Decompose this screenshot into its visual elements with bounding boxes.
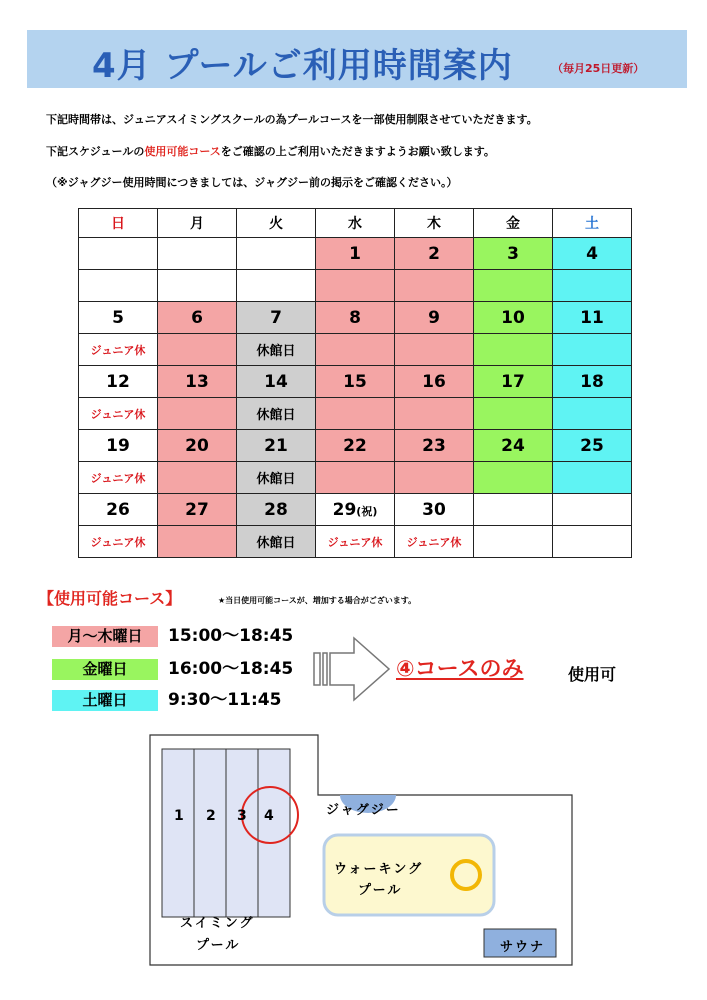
- label-cell: [237, 270, 316, 302]
- weekday-wed: 水: [316, 209, 395, 238]
- day-cell: 17: [474, 366, 553, 398]
- day-cell: 1: [316, 238, 395, 270]
- day-cell: 26: [79, 494, 158, 526]
- label-cell: [553, 270, 632, 302]
- day-cell: 22: [316, 430, 395, 462]
- label-cell: [395, 398, 474, 430]
- junior-closed-label: ジュニア休: [90, 343, 146, 357]
- course-4-only: ④コースのみ: [396, 657, 524, 682]
- label-cell: [553, 398, 632, 430]
- label-cell: [316, 398, 395, 430]
- walking-pool-label: ウォーキング: [334, 862, 424, 877]
- jacuzzi-label: ジャグジー: [326, 803, 401, 818]
- day-cell: 2: [395, 238, 474, 270]
- notice-line-2-post: をご確認の上ご利用いただきますようお願い致します。: [220, 145, 495, 158]
- legend-note: ★当日使用可能コースが、増加する場合がございます。: [218, 596, 417, 605]
- day-cell: 4: [553, 238, 632, 270]
- day-cell: 10: [474, 302, 553, 334]
- week-4-dates: [79, 430, 632, 462]
- label-cell: [79, 526, 158, 558]
- notice-line-2-pre: 下記スケジュールの: [46, 145, 145, 158]
- holiday-mark: (祝): [356, 504, 378, 518]
- label-cell: [474, 462, 553, 494]
- week-5-labels: [79, 526, 632, 558]
- notice-line-2: [46, 143, 495, 159]
- week-2-dates: [79, 302, 632, 334]
- legend-chip-mon-thu: 月～木曜日: [52, 626, 158, 647]
- day-cell: 7: [237, 302, 316, 334]
- week-4-labels: [79, 462, 632, 494]
- day-cell: 19: [79, 430, 158, 462]
- day-cell: 6: [158, 302, 237, 334]
- day-cell: 11: [553, 302, 632, 334]
- day-cell: 27: [158, 494, 237, 526]
- notice-line-3: （※ジャグジー使用時間につきましては、ジャグジー前の掲示をご確認ください。）: [46, 176, 458, 189]
- week-1-dates: [79, 238, 632, 270]
- day-cell: 23: [395, 430, 474, 462]
- closed-day-label: 休館日: [237, 462, 316, 494]
- day-cell: [474, 494, 553, 526]
- day-cell: 28: [237, 494, 316, 526]
- label-cell: [79, 398, 158, 430]
- label-cell: [158, 526, 237, 558]
- label-cell: [474, 270, 553, 302]
- label-cell: [316, 526, 395, 558]
- day-cell: [316, 494, 395, 526]
- weekday-sat: 土: [553, 209, 632, 238]
- label-cell: [316, 270, 395, 302]
- calendar-table: [78, 208, 632, 558]
- label-cell: [158, 334, 237, 366]
- week-5-dates: [79, 494, 632, 526]
- label-cell: [553, 526, 632, 558]
- week-2-labels: [79, 334, 632, 366]
- junior-closed-label: ジュニア休: [90, 471, 146, 485]
- label-cell: [474, 526, 553, 558]
- closed-day-label: 休館日: [237, 526, 316, 558]
- week-3-dates: [79, 366, 632, 398]
- swimming-pool-label-line2: プール: [196, 938, 241, 953]
- legend-title: 【使用可能コース】: [38, 589, 182, 608]
- label-cell: [158, 462, 237, 494]
- holiday-date: 29: [332, 499, 357, 520]
- weekday-fri: 金: [474, 209, 553, 238]
- lane-1-label: 1: [174, 808, 184, 824]
- label-cell: [474, 398, 553, 430]
- lane-2-label: 2: [206, 808, 216, 824]
- junior-closed-label: ジュニア休: [90, 407, 146, 421]
- notice-line-2-emphasis: 使用可能コース: [144, 145, 221, 158]
- day-cell: 24: [474, 430, 553, 462]
- label-cell: [395, 270, 474, 302]
- swimming-pool-label: スイミング: [180, 916, 255, 931]
- label-cell: [553, 334, 632, 366]
- label-cell: [316, 462, 395, 494]
- day-cell: 20: [158, 430, 237, 462]
- label-cell: [395, 462, 474, 494]
- label-cell: [158, 270, 237, 302]
- walking-pool-label-line2: プール: [358, 883, 403, 898]
- legend-chip-sat: 土曜日: [52, 690, 158, 711]
- closed-day-label: 休館日: [237, 334, 316, 366]
- label-cell: [316, 334, 395, 366]
- day-cell: 16: [395, 366, 474, 398]
- label-cell: [158, 398, 237, 430]
- day-cell: [79, 238, 158, 270]
- day-cell: 14: [237, 366, 316, 398]
- week-3-labels: [79, 398, 632, 430]
- day-cell: 15: [316, 366, 395, 398]
- junior-closed-label: ジュニア休: [90, 535, 146, 549]
- label-cell: [395, 526, 474, 558]
- label-cell: [79, 462, 158, 494]
- sauna-label: サウナ: [500, 940, 546, 955]
- weekday-mon: 月: [158, 209, 237, 238]
- day-cell: 25: [553, 430, 632, 462]
- arrow-right-icon: [312, 636, 392, 706]
- junior-closed-label: ジュニア休: [327, 535, 383, 549]
- label-cell: [395, 334, 474, 366]
- legend-time-mon-thu: 15:00～18:45: [168, 626, 294, 646]
- day-cell: [158, 238, 237, 270]
- label-cell: [474, 334, 553, 366]
- legend-time-sat: 9:30～11:45: [168, 690, 282, 710]
- weekday-thu: 木: [395, 209, 474, 238]
- day-cell: 8: [316, 302, 395, 334]
- page-title: 4月 プールご利用時間案内: [92, 46, 513, 86]
- notice-line-1: 下記時間帯は、ジュニアスイミングスクールの為プールコースを一部使用制限させていただきます。: [46, 113, 538, 126]
- lane-4-label: 4: [264, 808, 274, 824]
- day-cell: 9: [395, 302, 474, 334]
- day-cell: 18: [553, 366, 632, 398]
- weekday-header-row: [79, 209, 632, 238]
- update-note: （毎月25日更新）: [552, 62, 645, 75]
- closed-day-label: 休館日: [237, 398, 316, 430]
- day-cell: 21: [237, 430, 316, 462]
- label-cell: [553, 462, 632, 494]
- day-cell: 13: [158, 366, 237, 398]
- weekday-sun: 日: [79, 209, 158, 238]
- legend-time-fri: 16:00～18:45: [168, 659, 294, 679]
- day-cell: 12: [79, 366, 158, 398]
- day-cell: 30: [395, 494, 474, 526]
- weekday-tue: 火: [237, 209, 316, 238]
- label-cell: [79, 270, 158, 302]
- junior-closed-label: ジュニア休: [406, 535, 462, 549]
- lane-3-label: 3: [237, 808, 247, 824]
- day-cell: 3: [474, 238, 553, 270]
- day-cell: 5: [79, 302, 158, 334]
- week-1-labels: [79, 270, 632, 302]
- course-usable-label: 使用可: [568, 665, 617, 684]
- day-cell: [553, 494, 632, 526]
- label-cell: [79, 334, 158, 366]
- legend-chip-fri: 金曜日: [52, 659, 158, 680]
- day-cell: [237, 238, 316, 270]
